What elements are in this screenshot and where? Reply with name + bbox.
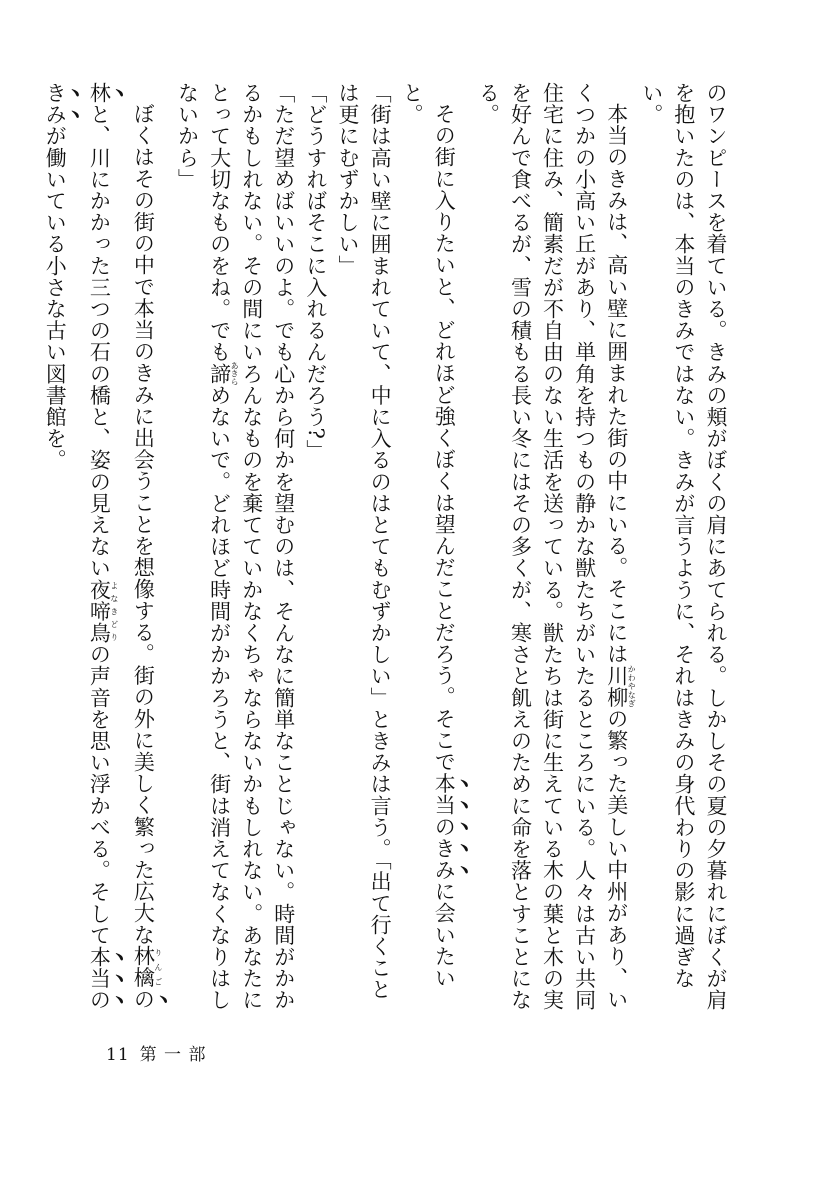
emphasized-text: 本当のきみ bbox=[43, 82, 112, 1011]
emphasized-text: の林 bbox=[87, 82, 156, 1011]
paragraph-7-text-b: と、川にかかった三つの石の橋と、姿の見えない bbox=[87, 103, 112, 579]
ruby-reading: りんご bbox=[153, 945, 163, 989]
ruby-reading: あきら bbox=[230, 361, 240, 386]
paragraph-6-text-a: 「ただ望めばいいのよ。でも心から何かを望むのは、そんなに簡単なことじゃない。時間がかかるかもしれない。その間にいろんなものを棄てていかなくちゃならないかもしれない。あなたにとって大切なものをね。でも bbox=[207, 82, 296, 1011]
page-footer bbox=[106, 1040, 216, 1065]
paragraph-3-text-a: その街に入りたいと、どれほど強くぼくは望んだことだろう。そこで bbox=[432, 103, 457, 773]
ruby-base: 川柳 bbox=[604, 664, 629, 708]
ruby-reading: かわやなぎ bbox=[627, 664, 637, 708]
paragraph-4-text: 「街は高い壁に囲まれていて、中に入るのはとてもむずかしい」ときみは言う。「出て行くことは更にむずかしい」 bbox=[335, 82, 393, 1001]
paragraph-1-text: のワンピースを着ている。きみの頬がぼくの肩にあてられる。しかしその夏の夕暮れにぼくが肩を抱いたのは、本当のきみではない。きみが言うように、それはきみの身代わりの影に過ぎない。 bbox=[639, 82, 728, 1011]
section-label: 第 一 部 bbox=[139, 1045, 207, 1065]
paragraph-4 bbox=[332, 82, 396, 1012]
paragraph-6 bbox=[171, 82, 299, 1012]
paragraph-6-text-b: めないで。どれほど時間がかかろうと、街は消えてなくなりはしないから」 bbox=[175, 82, 232, 1011]
paragraph-1 bbox=[636, 82, 732, 1012]
paragraph-3 bbox=[396, 82, 472, 1012]
ruby-base: 諦 bbox=[207, 361, 232, 386]
ruby-akira bbox=[207, 361, 240, 386]
page-number: 11 bbox=[106, 1045, 130, 1065]
paragraph-5-text: 「どうすればそこに入れるんだろう?」 bbox=[303, 82, 328, 462]
paragraph-5 bbox=[300, 82, 332, 1012]
ruby-base: 夜啼鳥 bbox=[87, 578, 112, 644]
paragraph-2 bbox=[472, 82, 635, 1012]
ruby-kawayanagi bbox=[604, 664, 637, 708]
paragraph-7-text-c: の声音を思い浮かべる。そして bbox=[87, 643, 112, 947]
paragraph-2-text-b: の繁った美しい中州があり、いくつかの小高い丘があり、単角を持つもの静かな獣たちがいたるところにいる。人々は古い共同住宅に住み、簡素だが不自由のない生活を送っている。獣たちは街に生えている木の葉と木の実を好んで食べるが、雪の積もる長い冬にはその多くが、寒さと飢えのために命を落とすことになる。 bbox=[476, 82, 629, 1011]
paragraph-2-text-a: 本当のきみは、高い壁に囲まれた街の中にいる。そこには bbox=[604, 103, 629, 665]
paragraph-7 bbox=[39, 82, 171, 1012]
paragraph-7-text-d: が働いている小さな古い図書館を。 bbox=[43, 125, 68, 471]
ruby-yonakidori bbox=[87, 578, 119, 644]
ruby-reading: よなきどり bbox=[109, 578, 119, 644]
emphasized-text: 本当のきみ bbox=[432, 772, 457, 881]
ruby-base: 林檎 bbox=[131, 945, 156, 989]
ruby-ringo bbox=[131, 945, 163, 989]
vertical-text-block bbox=[39, 82, 732, 1012]
paragraph-7-text-a: ぼくはその街の中で本当のきみに出会うことを想像する。街の外に美しく繁った広大な bbox=[131, 103, 156, 946]
paragraph-3-text-b: に会いたいと。 bbox=[400, 82, 457, 989]
